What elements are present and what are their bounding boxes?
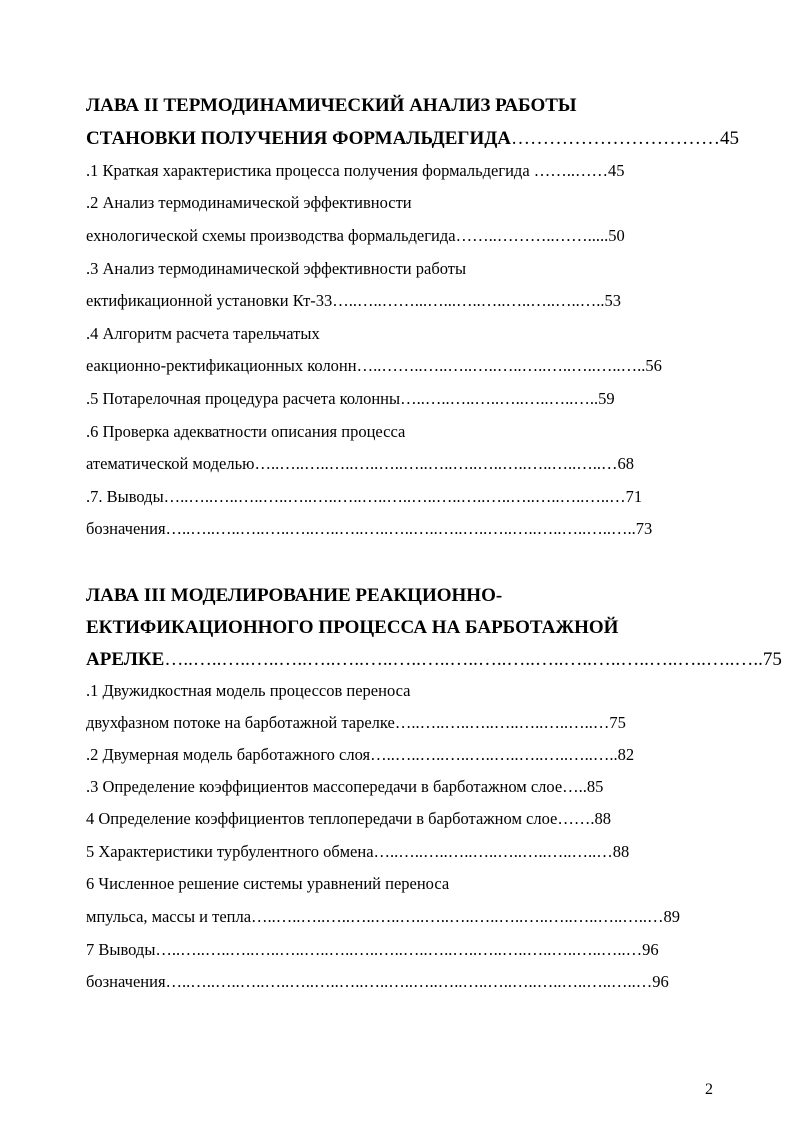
toc-entry-line	[86, 356, 662, 376]
toc-entry-line	[86, 161, 625, 181]
toc-dot-leader: …..…..…..…..…..…..…..…..…..…..…..…..…..…..…..…..…..…..…..…..…..	[164, 649, 763, 670]
toc-entry-line	[86, 291, 621, 311]
toc-page-number: 88	[594, 809, 611, 828]
toc-entry-title: .2 Анализ термодинамической эффективности	[86, 193, 412, 212]
toc-page-number: 75	[609, 713, 626, 732]
toc-entry-line	[86, 842, 629, 862]
toc-entry-line	[86, 874, 449, 894]
toc-entry-title: .6 Проверка адекватности описания процесса	[86, 422, 406, 441]
toc-page-number: 73	[635, 519, 653, 538]
toc-entry-line	[86, 324, 320, 344]
toc-entry-title: 4 Определение коэффициентов теплопередачи в барботажном слое	[86, 809, 558, 828]
toc-dot-leader: …..…..…..…..…..…..…..…..…..…..…..…..…..…..…..…..…..…..…..…	[155, 940, 643, 959]
page-number: 2	[705, 1081, 713, 1098]
toc-dot-leader: …..…..…..…..…..…..…..…..…..…..…..…..…..…..…..…..…..…..…..	[165, 519, 636, 538]
toc-page-number: 45	[608, 161, 625, 180]
toc-page-number: 96	[642, 940, 659, 959]
toc-chapter-line	[86, 128, 739, 150]
toc-entry-line	[86, 681, 410, 701]
toc-page-number: 71	[625, 487, 643, 506]
toc-page-number: 45	[720, 128, 740, 149]
toc-entry-title: .2 Двумерная модель барботажного слоя	[86, 745, 371, 764]
toc-entry-line	[86, 454, 634, 474]
toc-entry-title: ехнологической схемы производства формальдегида	[86, 226, 456, 245]
toc-dot-leader: …..…..…..…..…..…..…..…..…..…	[373, 842, 613, 861]
toc-chapter-line	[86, 617, 618, 639]
toc-entry-title: бозначения	[86, 519, 166, 538]
toc-page-number: 59	[598, 389, 615, 408]
toc-entry-title: ЛАВА III МОДЕЛИРОВАНИЕ РЕАКЦИОННО-	[86, 585, 503, 606]
toc-entry-line	[86, 487, 642, 507]
toc-entry-title: двухфазном потоке на барботажной тарелке	[86, 713, 395, 732]
toc-entry-line	[86, 972, 669, 992]
toc-page-number: 75	[762, 649, 782, 670]
toc-dot-leader: …..…..…..…..…..…..…..…..…..…..…..…..…..…..…	[254, 454, 618, 473]
toc-entry-line	[86, 809, 611, 829]
toc-entry-title: ЛАВА II ТЕРМОДИНАМИЧЕСКИЙ АНАЛИЗ РАБОТЫ	[86, 95, 577, 116]
toc-entry-title: бозначения	[86, 972, 166, 991]
toc-dot-leader: ……..……	[529, 161, 609, 180]
toc-dot-leader: …..…..…..…..…..…..…..…..…..…..	[370, 745, 618, 764]
toc-entry-line	[86, 940, 659, 960]
toc-entry-title: .5 Потарелочная процедура расчета колонны	[86, 389, 401, 408]
toc-dot-leader: …..…..…..…..…..…..…..…..	[400, 389, 599, 408]
toc-dot-leader: …..……..…..…..…..…..…..…..…..…..…..	[356, 356, 646, 375]
toc-entry-title: .3 Анализ термодинамической эффективности работы	[86, 259, 467, 278]
toc-entry-title: 5 Характеристики турбулентного обмена	[86, 842, 374, 861]
toc-page-number: 85	[586, 777, 604, 796]
toc-entry-line	[86, 907, 680, 927]
toc-entry-title: атематической моделью	[86, 454, 255, 473]
toc-entry-title: .4 Алгоритм расчета тарельчатых	[86, 324, 320, 343]
toc-entry-line	[86, 422, 405, 442]
toc-dot-leader: …….	[557, 809, 595, 828]
toc-entry-line	[86, 745, 634, 765]
toc-entry-title: ектификационной установки Кт-33	[86, 291, 333, 310]
toc-entry-title: мпульса, массы и тепла	[86, 907, 252, 926]
toc-entry-line	[86, 519, 652, 539]
toc-entry-title: .1 Двужидкостная модель процессов переноса	[86, 681, 411, 700]
toc-entry-title: СТАНОВКИ ПОЛУЧЕНИЯ ФОРМАЛЬДЕГИДА	[86, 128, 512, 149]
toc-entry-line	[86, 193, 412, 213]
toc-entry-line	[86, 226, 625, 246]
toc-dot-leader: ……..………..…….....	[455, 226, 609, 245]
toc-page-number: 68	[617, 454, 634, 473]
toc-entry-title: 6 Численное решение системы уравнений переноса	[86, 874, 450, 893]
toc-page-number: 82	[617, 745, 635, 764]
toc-dot-leader: …..…..…..…..…..…..…..…..…..…..…..…..…..…..…..…..…..…..…..…	[165, 972, 653, 991]
toc-page-number: 88	[612, 842, 630, 861]
toc-dot-leader: …..…..…..…..…..…..…..…..…..…..…..…..…..…..…..…..…	[251, 907, 664, 926]
toc-dot-leader: …..…..…..…..…..…..…..…..…..…..…..…..…..…..…..…..…..…..…	[163, 487, 626, 506]
toc-page-number: 53	[604, 291, 622, 310]
toc-entry-title: .7. Выводы	[86, 487, 164, 506]
toc-chapter-line	[86, 649, 782, 671]
toc-chapter-line	[86, 95, 577, 117]
toc-page-number: 50	[608, 226, 625, 245]
toc-page-number: 56	[645, 356, 662, 375]
toc-entry-title: еакционно-ректификационных колонн	[86, 356, 357, 375]
toc-page-number: 96	[652, 972, 669, 991]
toc-entry-line	[86, 777, 603, 797]
toc-dot-leader: …..…..……...…...…..…..…..…..…..…..	[332, 291, 605, 310]
toc-entry-title: 7 Выводы	[86, 940, 156, 959]
toc-entry-title: .1 Краткая характеристика процесса получения формальдегида	[86, 161, 530, 180]
toc-entry-title: .3 Определение коэффициентов массопередачи в барботажном слое	[86, 777, 563, 796]
toc-entry-line	[86, 389, 615, 409]
toc-dot-leader: …..…..…..…..…..…..…..…..…	[394, 713, 610, 732]
toc-chapter-line	[86, 585, 502, 607]
toc-dot-leader: …..	[562, 777, 587, 796]
toc-entry-line	[86, 713, 626, 733]
toc-entry-title: АРЕЛКЕ	[86, 649, 165, 670]
toc-page-number: 89	[663, 907, 681, 926]
toc-dot-leader: ……………………………	[511, 128, 721, 149]
toc-entry-line	[86, 259, 466, 279]
toc-entry-title: ЕКТИФИКАЦИОННОГО ПРОЦЕССА НА БАРБОТАЖНОЙ	[86, 617, 619, 638]
